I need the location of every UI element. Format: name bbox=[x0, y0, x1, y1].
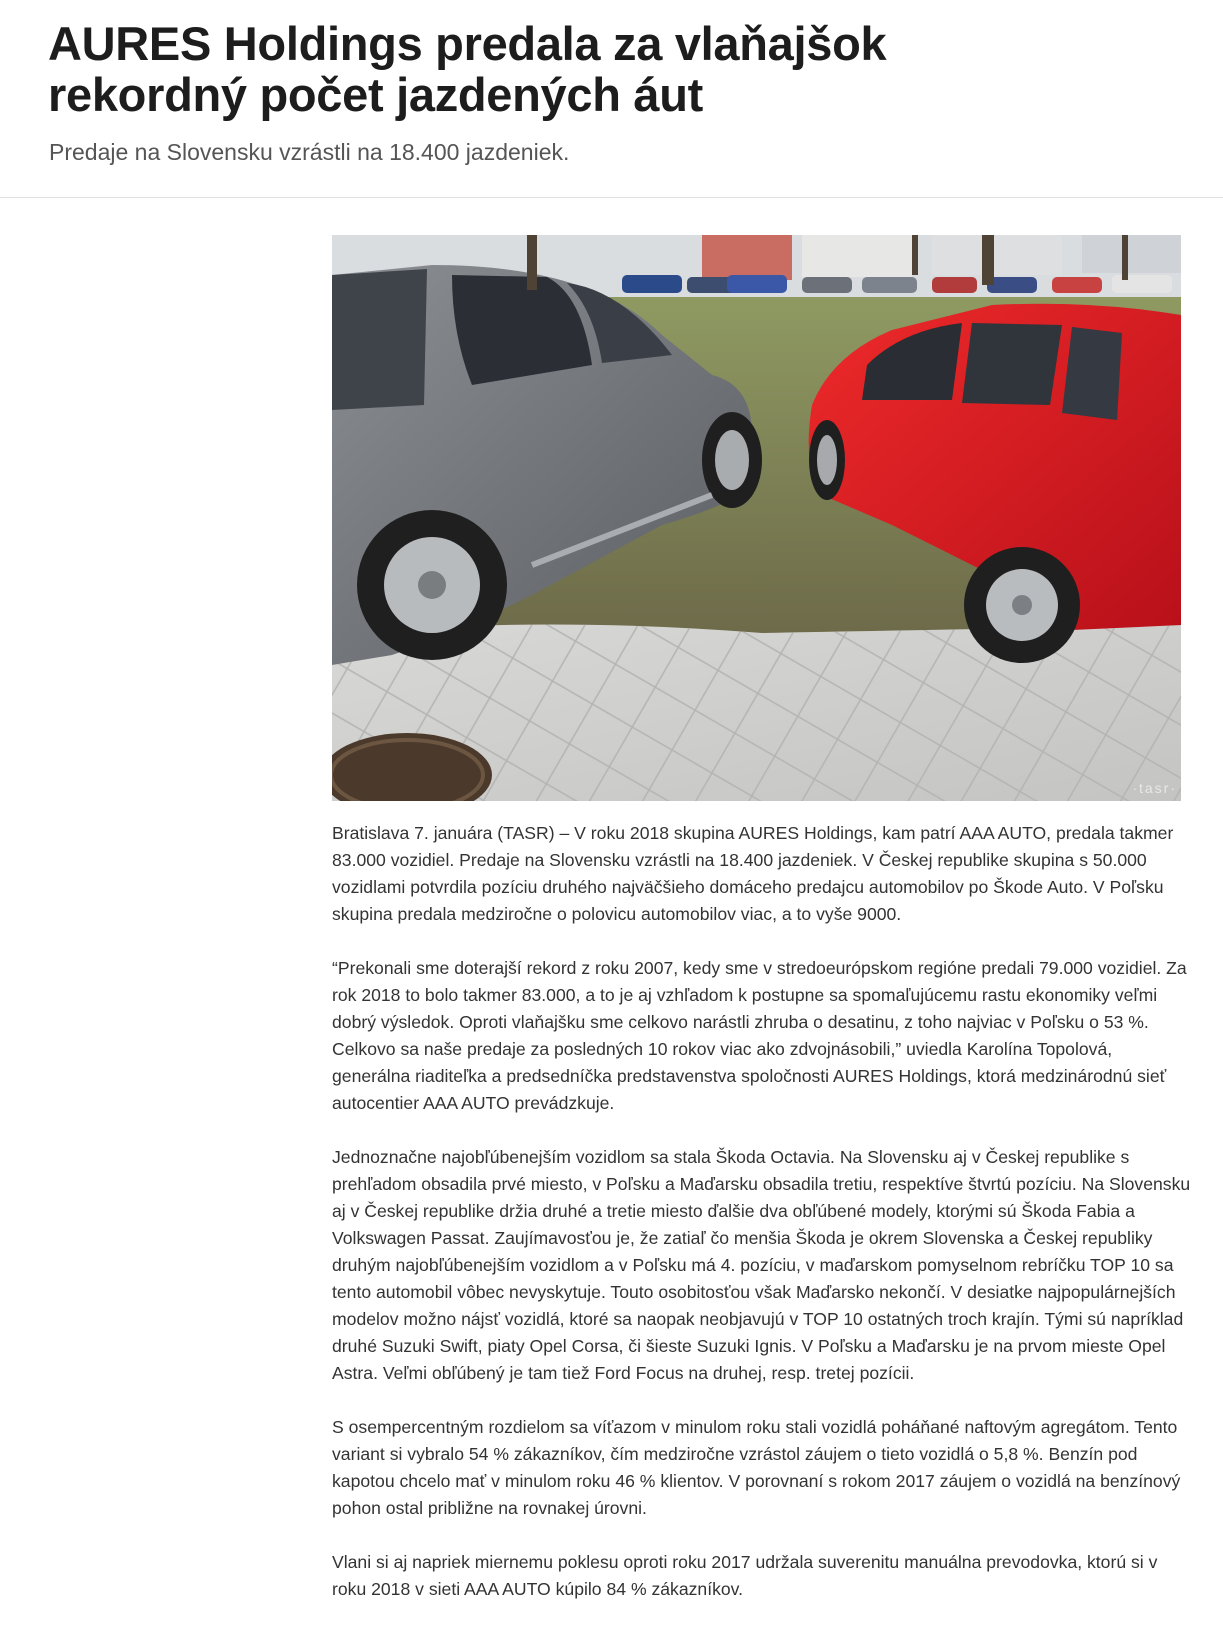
article-paragraph: Jednoznačne najobľúbenejším vozidlom sa stala Škoda Octavia. Na Slovensku aj v Českej republike s prehľadom obsadila prvé miesto, v Poľsku a Maďarsku obsadila tretiu, respektíve štvrtú pozíciu. Na Slovensku aj v Českej republike držia druhé a tretie miesto ďalšie dva obľúbené modely, ktorými sú Škoda Fabia a Volkswagen Passat. Zaujímavosťou je, že zatiaľ čo menšia Škoda je okrem Slovenska a Českej republiky druhým najobľúbenejším vozidlom a v Poľsku má 4. pozíciu, v maďarskom pomyselnom rebríčku TOP 10 sa tento automobil vôbec nevyskytuje. Touto osobitosťou však Maďarsko nekončí. V desiatke najpopulárnejších modelov možno nájsť vozidlá, ktoré sa naopak neobjavujú v TOP 10 ostatných troch krajín. Tými sú napríklad druhé Suzuki Swift, piaty Opel Corsa, či šieste Suzuki Ignis. V Poľsku a Maďarsku je na prvom mieste Opel Astra. Veľmi obľúbený je tam tiež Ford Focus na druhej, resp. tretej pozícii. bbox=[332, 1147, 1191, 1383]
article-photo bbox=[332, 235, 1181, 801]
background-building bbox=[932, 235, 1062, 275]
article-paragraph: Bratislava 7. januára (TASR) – V roku 2018 skupina AURES Holdings, kam patrí AAA AUTO, predala takmer 83.000 vozidiel. Predaje na Slovensku vzrástli na 18.400 jazdeniek. V Českej republike skupina s 50.000 vozidlami potvrdila pozíciu druhého najväčšieho domáceho predajcu automobilov po Škode Auto. V Poľsku skupina predala medziročne o polovicu automobilov viac, a to vyše 9000. bbox=[332, 823, 1174, 924]
article-paragraph: S osempercentným rozdielom sa víťazom v minulom roku stali vozidlá poháňané naftovým agregátom. Tento variant si vybralo 54 % zákazníkov, čím medziročne vzrástol záujem o tieto vozidlá o 5,8 %. Benzín pod kapotou chcelo mať v minulom roku 46 % klientov. V porovnaní s rokom 2017 záujem o vozidlá na benzínový pohon ostal približne na rovnakej úrovni. bbox=[332, 1417, 1181, 1518]
photo-watermark: ·tasr· bbox=[1132, 780, 1177, 796]
article-title: AURES Holdings predala za vlaňajšok rekordný počet jazdených áut bbox=[48, 17, 887, 121]
article-body bbox=[332, 820, 1192, 1630]
background-building bbox=[1082, 235, 1181, 273]
article-paragraph: “Prekonali sme doterajší rekord z roku 2007, kedy sme v stredoeurópskom regióne predali 79.000 vozidiel. Za rok 2018 to bolo takmer 83.000, a to je aj vzhľadom k postupne sa spomaľujúcemu rastu ekonomiky veľmi dobrý výsledok. Oproti vlaňajšku sme celkovo narástli zhruba o desatinu, z toho najviac v Poľsku o 53 %. Celkovo sa naše predaje za posledných 10 rokov viac ako zdvojnásobili,” uviedla Karolína Topolová, generálna riaditeľka a predsedníčka predstavenstva spoločnosti AURES Holdings, ktorá medzinárodnú sieť autocentier AAA AUTO prevádzkuje. bbox=[332, 958, 1187, 1113]
article-paragraph: Vlani si aj napriek miernemu poklesu oproti roku 2017 udržala suverenitu manuálna prevodovka, ktorú si v roku 2018 v sieti AAA AUTO kúpilo 84 % zákazníkov. bbox=[332, 1552, 1158, 1599]
article-subtitle: Predaje na Slovensku vzrástli na 18.400 jazdeniek. bbox=[49, 139, 570, 165]
article-header bbox=[0, 0, 1223, 198]
background-building bbox=[702, 235, 792, 280]
distant-cars bbox=[622, 275, 1172, 293]
background-building bbox=[802, 235, 912, 277]
